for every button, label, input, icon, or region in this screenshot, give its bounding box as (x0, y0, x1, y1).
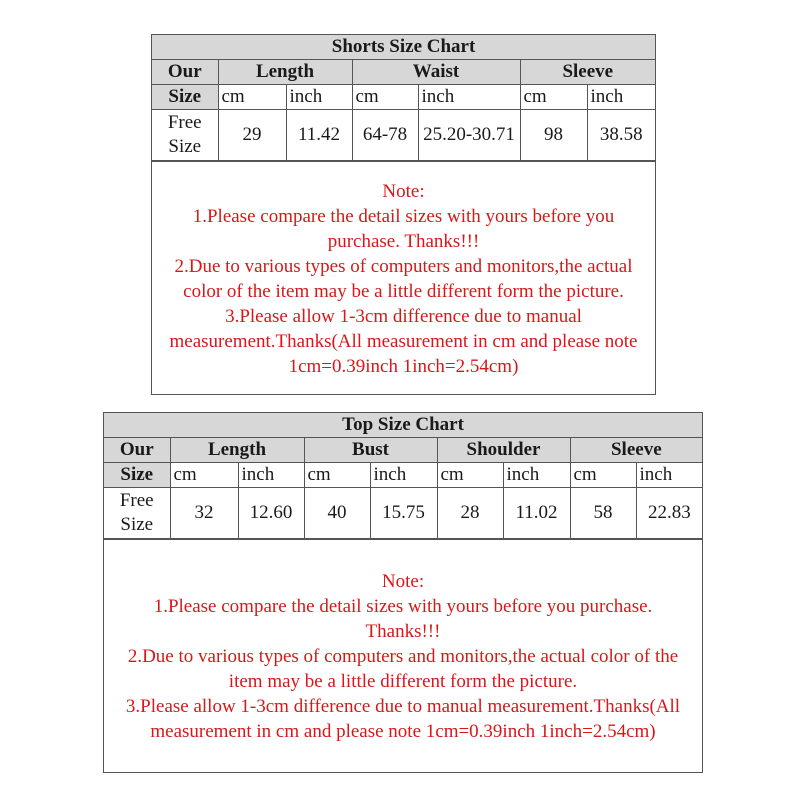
group-header-bust: Bust (304, 438, 437, 463)
note-line: 1.Please compare the detail sizes with yours before you (192, 206, 615, 227)
top-size-chart (103, 412, 703, 773)
row-label-line1: Free (167, 112, 202, 134)
size-label: Size (152, 85, 218, 110)
group-header-sleeve: Sleeve (520, 60, 655, 85)
unit-cell: inch (636, 463, 702, 488)
table-row (152, 110, 655, 161)
value-cell: 12.60 (238, 488, 304, 539)
value-cell: 40 (304, 488, 370, 539)
value-cell: 11.42 (286, 110, 352, 161)
unit-cell: cm (437, 463, 503, 488)
note-line: 1.Please compare the detail sizes with yours before you purchase. (153, 596, 653, 617)
row-label-line2: Size (168, 136, 202, 157)
row-label-line1: Free (119, 490, 154, 512)
note-line: 2.Due to various types of computers and monitors,the actual (174, 256, 633, 277)
unit-cell: inch (286, 85, 352, 110)
value-cell: 32 (170, 488, 238, 539)
note-line: 3.Please allow 1-3cm difference due to manual measurement.Thanks(All (125, 696, 681, 717)
value-cell: 25.20-30.71 (418, 110, 520, 161)
unit-cell: cm (218, 85, 286, 110)
size-label: Size (104, 463, 170, 488)
chart-title: Shorts Size Chart (152, 35, 655, 60)
shorts-note (152, 161, 655, 379)
value-cell: 38.58 (587, 110, 655, 161)
shorts-size-table (152, 35, 655, 161)
value-cell: 29 (218, 110, 286, 161)
table-row (104, 488, 702, 539)
unit-cell: cm (170, 463, 238, 488)
note-line: color of the item may be a little different form the picture. (183, 281, 624, 302)
group-header-length: Length (218, 60, 352, 85)
note-line: 1cm=0.39inch 1inch=2.54cm) (288, 356, 519, 377)
unit-cell: inch (370, 463, 437, 488)
note-heading: Note: (381, 571, 425, 592)
shorts-size-chart (151, 34, 656, 395)
value-cell: 98 (520, 110, 587, 161)
note-line: Thanks!!! (365, 621, 441, 642)
top-note (104, 539, 702, 744)
group-header-sleeve: Sleeve (570, 438, 702, 463)
group-header-length: Length (170, 438, 304, 463)
top-size-table (104, 413, 702, 539)
unit-cell: inch (238, 463, 304, 488)
unit-cell: inch (418, 85, 520, 110)
note-line: measurement.Thanks(All measurement in cm and please note (169, 331, 638, 352)
note-line: measurement in cm and please note 1cm=0.39inch 1inch=2.54cm) (150, 721, 656, 742)
note-line: item may be a little different form the picture. (228, 671, 578, 692)
unit-cell: cm (570, 463, 636, 488)
chart-title: Top Size Chart (104, 413, 702, 438)
value-cell: 22.83 (636, 488, 702, 539)
note-line: purchase. Thanks!!! (327, 231, 480, 252)
value-cell: 58 (570, 488, 636, 539)
value-cell: 64-78 (352, 110, 418, 161)
unit-cell: cm (520, 85, 587, 110)
note-line: 2.Due to various types of computers and monitors,the actual color of the (127, 646, 679, 667)
row-label-cell (104, 488, 170, 539)
unit-cell: inch (587, 85, 655, 110)
note-heading: Note: (382, 181, 425, 202)
our-label: Our (104, 438, 170, 463)
note-line: 3.Please allow 1-3cm difference due to manual (225, 306, 582, 327)
group-header-waist: Waist (352, 60, 520, 85)
value-cell: 15.75 (370, 488, 437, 539)
unit-cell: cm (304, 463, 370, 488)
unit-cell: cm (352, 85, 418, 110)
value-cell: 11.02 (503, 488, 570, 539)
unit-cell: inch (503, 463, 570, 488)
row-label-line2: Size (120, 514, 154, 535)
our-label: Our (152, 60, 218, 85)
group-header-shoulder: Shoulder (437, 438, 570, 463)
value-cell: 28 (437, 488, 503, 539)
row-label-cell (152, 110, 218, 161)
